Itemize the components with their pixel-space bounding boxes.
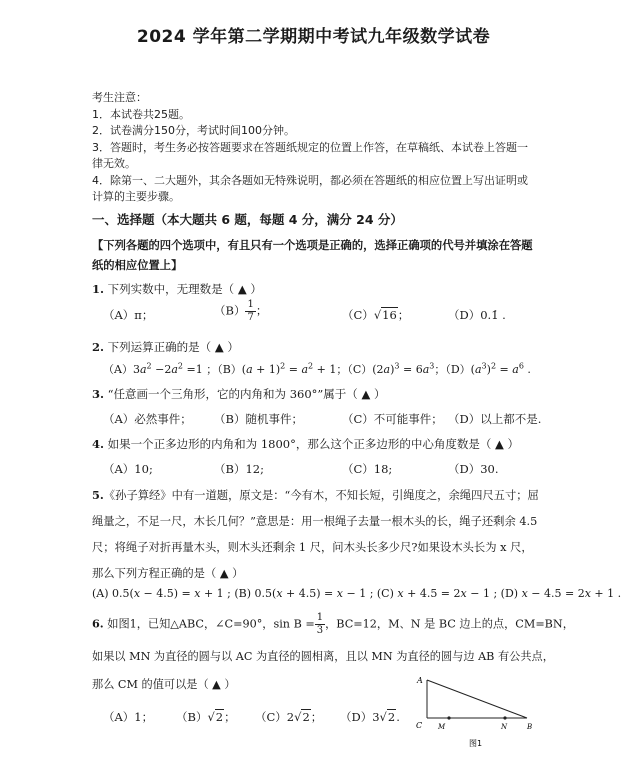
question-line: 那么下列方程正确的是（ ▲ ） [92, 567, 244, 580]
note-item: 1．本试卷共25题。 [92, 107, 190, 121]
option-c: （C）2√2； [255, 710, 323, 724]
instruction-line: 【下列各题的四个选项中，有且只有一个选项是正确的，选择正确项的代号并填涂在答题 [92, 239, 533, 252]
question-line: ，BC=12，M、N 是 BC 边上的点，CM=BN， [325, 617, 574, 631]
section-instructions [92, 236, 542, 276]
note-item: 律无效。 [92, 157, 136, 170]
point-m [447, 716, 450, 719]
question-stem: 下列运算正确的是（ ▲ ） [107, 340, 239, 354]
question-number: 5. [92, 488, 104, 502]
option-a: （A）10; [103, 462, 153, 476]
option-a: （A）π； [103, 308, 154, 322]
label-c: C [416, 721, 423, 730]
fraction-denominator: 3 [316, 625, 324, 636]
fraction-denominator: 7 [247, 312, 254, 323]
question-4 [92, 436, 519, 452]
option-c: （C）不可能事件； [342, 412, 443, 426]
radicand: 16 [382, 308, 397, 322]
label-a: A [417, 676, 423, 685]
instruction-line: 纸的相应位置上】 [92, 259, 183, 272]
question-line: 绳量之，不足一尺，木长几何？”意思是：用一根绳子去量一根木头的长，绳子还剩余 4.5 [92, 515, 538, 528]
option-b: （B）12; [214, 462, 264, 476]
question-6 [92, 612, 574, 637]
question-5 [92, 482, 539, 587]
note-item: 3．答题时，考生务必按答题要求在答题纸规定的位置上作答，在草稿纸、本试卷上答题一 [92, 140, 528, 154]
label-n: N [501, 723, 508, 731]
question-line: 如果以 MN 为直径的圆与以 AC 为直径的圆相离，且以 MN 为直径的圆与边 AB 有公共点， [92, 650, 554, 663]
option-a: （A）必然事件； [103, 412, 192, 426]
triangle-figure [405, 672, 545, 772]
question-number: 6. [92, 616, 104, 631]
question-number: 1. [92, 282, 105, 296]
note-item: 2．试卷满分150分，考试时间100分钟。 [92, 124, 295, 137]
question-stem: “任意画一个三角形，它的内角和为 360°”属于（ ▲ ） [107, 387, 386, 401]
question-2 [92, 339, 239, 355]
question-stem: 下列实数中，无理数是（ ▲ ） [107, 282, 262, 296]
question-line: 那么 CM 的值可以是（ ▲ ） [92, 678, 236, 691]
options-row: $(A)3a^2 -2a^2 =1$ ；$(B)(a + 1)^2 = a^2 + 1$；$(C)(2a)^3 = 6a^3$；$(D)(a^3)^2 = a^6$ . [103, 361, 531, 376]
question-3 [92, 386, 385, 402]
option-d: （D）3√2. [340, 710, 400, 724]
fraction-numerator: 1 [247, 299, 254, 310]
option-c: （C）√16； [342, 308, 410, 322]
note-item: 计算的主要步骤。 [92, 190, 180, 203]
option-b: （B）随机事件； [214, 412, 303, 426]
option-b: （B）√2； [176, 710, 236, 724]
option-d: （D）30. [448, 462, 499, 476]
fraction-numerator: 1 [316, 612, 324, 623]
exam-title: 2024 学年第二学期期中考试九年级数学试卷 [136, 27, 491, 47]
option-a: （A）1； [103, 710, 154, 724]
question-number: 3. [92, 387, 105, 401]
exam-notes [92, 90, 542, 206]
section-title: 一、选择题（本大题共 6 题，每题 4 分，满分 24 分） [92, 212, 403, 227]
point-n [503, 716, 506, 719]
option-d: （D）0.1̇ . [448, 308, 506, 322]
question-line: 尺；将绳子对折再量木头，则木头还剩余 1 尺，问木头长多少尺?如果设木头长为 x 尺， [92, 541, 533, 554]
label-m: M [438, 723, 446, 731]
options-row: (A) 0.5(x − 4.5) = x + 1 ; (B) 0.5(x + 4.5) = x − 1 ; (C) x + 4.5 = 2x − 1 ; (D) x − 4.5 = 2x + 1 . [92, 587, 622, 600]
question-line: 如图1，已知△ABC，∠C=90°，sin B = [107, 617, 315, 631]
notes-heading: 考生注意： [92, 91, 147, 104]
question-number: 4. [92, 437, 105, 451]
option-b: （B） $\frac{1}{7}$ ； [214, 299, 268, 323]
question-number: 2. [92, 340, 105, 354]
option-d: （D）以上都不是. [448, 412, 542, 426]
question-1 [92, 281, 262, 297]
question-stem: 如果一个正多边形的内角和为 1800°，那么这个正多边形的中心角度数是（ ▲ ） [107, 437, 519, 451]
side-ab [427, 680, 527, 718]
option-c: （C）18; [342, 462, 393, 476]
label-b: B [527, 723, 533, 731]
figure-caption: 图1 [469, 739, 483, 748]
note-item: 4．除第一、二大题外，其余各题如无特殊说明，都必须在答题纸的相应位置上写出证明或 [92, 173, 528, 187]
question-line: 《孙子算经》中有一道题，原文是：“今有木，不知长短，引绳度之，余绳四尺五寸；屈 [103, 489, 539, 502]
